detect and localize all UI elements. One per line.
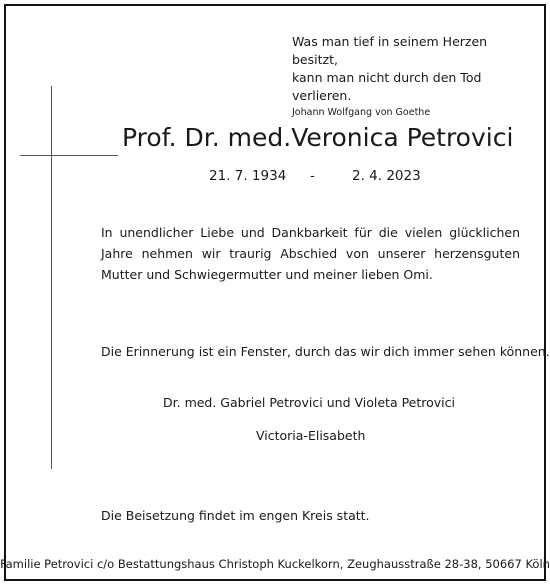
cross-horizontal-bar <box>20 155 118 156</box>
memory-quote: Die Erinnerung ist ein Fenster, durch das wir dich immer sehen können. <box>101 344 550 359</box>
deceased-name: Prof. Dr. med.Veronica Petrovici <box>122 123 514 152</box>
date-separator: - <box>310 168 315 184</box>
quote-line-2: kann man nicht durch den Tod verlieren. <box>292 70 482 103</box>
mourners-line-2: Victoria-Elisabeth <box>256 428 366 443</box>
birth-date: 21. 7. 1934 <box>209 168 287 184</box>
goethe-quote <box>292 33 532 120</box>
cross-vertical-bar <box>51 86 52 469</box>
farewell-message: In unendlicher Liebe und Dankbarkeit für die vielen glücklichen Jahre nehmen wir traurig Abschied von unserer herzensguten Mutter und Schwiegermutter und meiner lieben Omi. <box>101 225 520 282</box>
quote-author: Johann Wolfgang von Goethe <box>292 107 431 118</box>
death-date: 2. 4. 2023 <box>352 168 421 184</box>
quote-line-1: Was man tief in seinem Herzen besitzt, <box>292 34 488 67</box>
mourners-line-1: Dr. med. Gabriel Petrovici und Violeta Petrovici <box>163 395 455 410</box>
funeral-note: Die Beisetzung findet im engen Kreis statt. <box>101 508 370 523</box>
footer-address: Familie Petrovici c/o Bestattungshaus Christoph Kuckelkorn, Zeughausstraße 28-38, 50667 Köln <box>0 557 550 571</box>
